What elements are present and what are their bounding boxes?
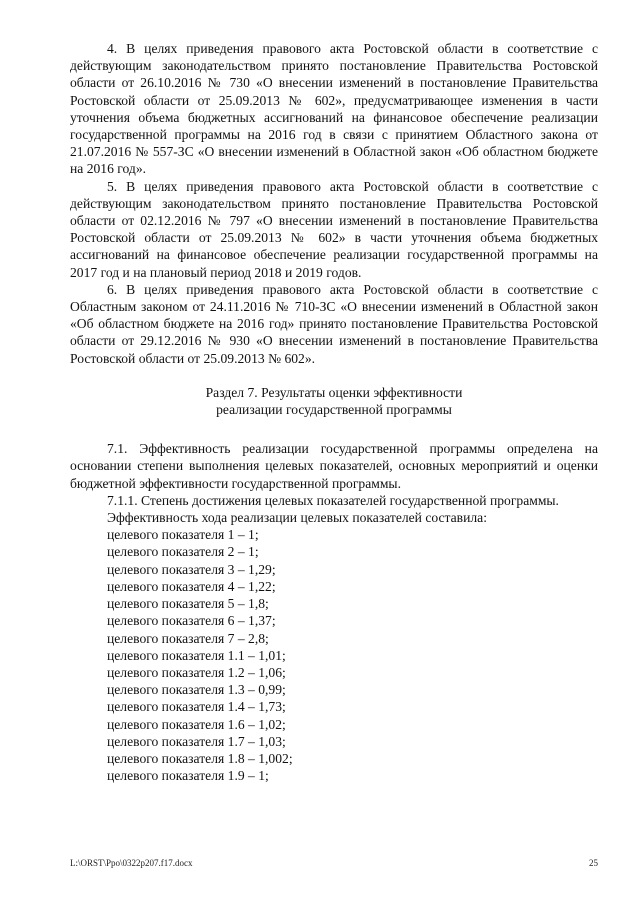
list-item: целевого показателя 4 – 1,22;: [107, 578, 276, 594]
paragraph-6: 6. В целях приведения правового акта Ростовской области в соответствие с Областным законом от 24.11.2016 № 710-ЗС «О внесении изменений в Областной закон «Об областном бюджете на 2016 год» принято постановление Правительства Ростовской области от 29.12.2016 № 930 «О внесении изменений в постановление Правительства Ростовской области от 25.09.2013 № 602».: [70, 281, 598, 366]
list-item: целевого показателя 5 – 1,8;: [107, 596, 269, 612]
list-item: целевого показателя 6 – 1,37;: [107, 613, 276, 629]
paragraph-7-1-1: 7.1.1. Степень достижения целевых показателей государственной программы.: [107, 492, 559, 508]
paragraph-4: 4. В целях приведения правового акта Ростовской области в соответствие с действующим законодательством принято постановление Правительства Ростовской области от 26.10.2016 № 730 «О внесении изменений в постановление Правительства Ростовской области от 25.09.2013 № 602», предусматривающее изменения в части уточнения объема бюджетных ассигнований на финансовое обеспечение реализации государственной программы на 2016 год в связи с принятием Областного закона от 21.07.2016 № 557-ЗС «О внесении изменений в Областной закон «Об областном бюджете на 2016 год».: [70, 41, 598, 177]
section-heading-line-2: реализации государственной программы: [216, 402, 452, 418]
footer-file-path: L:\ORST\Ppo\0322p207.f17.docx: [70, 858, 193, 868]
paragraph-7-1: 7.1. Эффективность реализации государственной программы определена на основании степени выполнения целевых показателей, основных мероприятий и оценки бюджетной эффективности государственной программы.: [70, 441, 598, 491]
list-item: целевого показателя 1.8 – 1,002;: [107, 750, 293, 766]
document-page: [70, 40, 598, 784]
section-heading: [70, 384, 598, 418]
list-item: целевого показателя 1.9 – 1;: [107, 768, 269, 784]
list-item: целевого показателя 1.6 – 1,02;: [107, 716, 286, 732]
indicator-list: [70, 526, 598, 784]
paragraph-efficiency-intro: Эффективность хода реализации целевых показателей составила:: [107, 510, 487, 526]
list-item: целевого показателя 1.7 – 1,03;: [107, 733, 286, 749]
list-item: целевого показателя 1.3 – 0,99;: [107, 682, 286, 698]
list-item: целевого показателя 2 – 1;: [107, 544, 259, 560]
list-item: целевого показателя 1.1 – 1,01;: [107, 647, 286, 663]
list-item: целевого показателя 1.2 – 1,06;: [107, 664, 286, 680]
list-item: целевого показателя 1.4 – 1,73;: [107, 699, 286, 715]
paragraph-5: 5. В целях приведения правового акта Ростовской области в соответствие с действующим законодательством принято постановление Правительства Ростовской области от 02.12.2016 № 797 «О внесении изменений в постановление Правительства Ростовской области от 25.09.2013 № 602» в части уточнения объема бюджетных ассигнований на финансовое обеспечение реализации государственной программы на 2017 год и на плановый период 2018 и 2019 годов.: [70, 178, 598, 280]
list-item: целевого показателя 3 – 1,29;: [107, 561, 276, 577]
list-item: целевого показателя 1 – 1;: [107, 527, 259, 543]
list-item: целевого показателя 7 – 2,8;: [107, 630, 269, 646]
footer-page-number: 25: [589, 858, 598, 868]
section-heading-line-1: Раздел 7. Результаты оценки эффективности: [205, 384, 463, 400]
